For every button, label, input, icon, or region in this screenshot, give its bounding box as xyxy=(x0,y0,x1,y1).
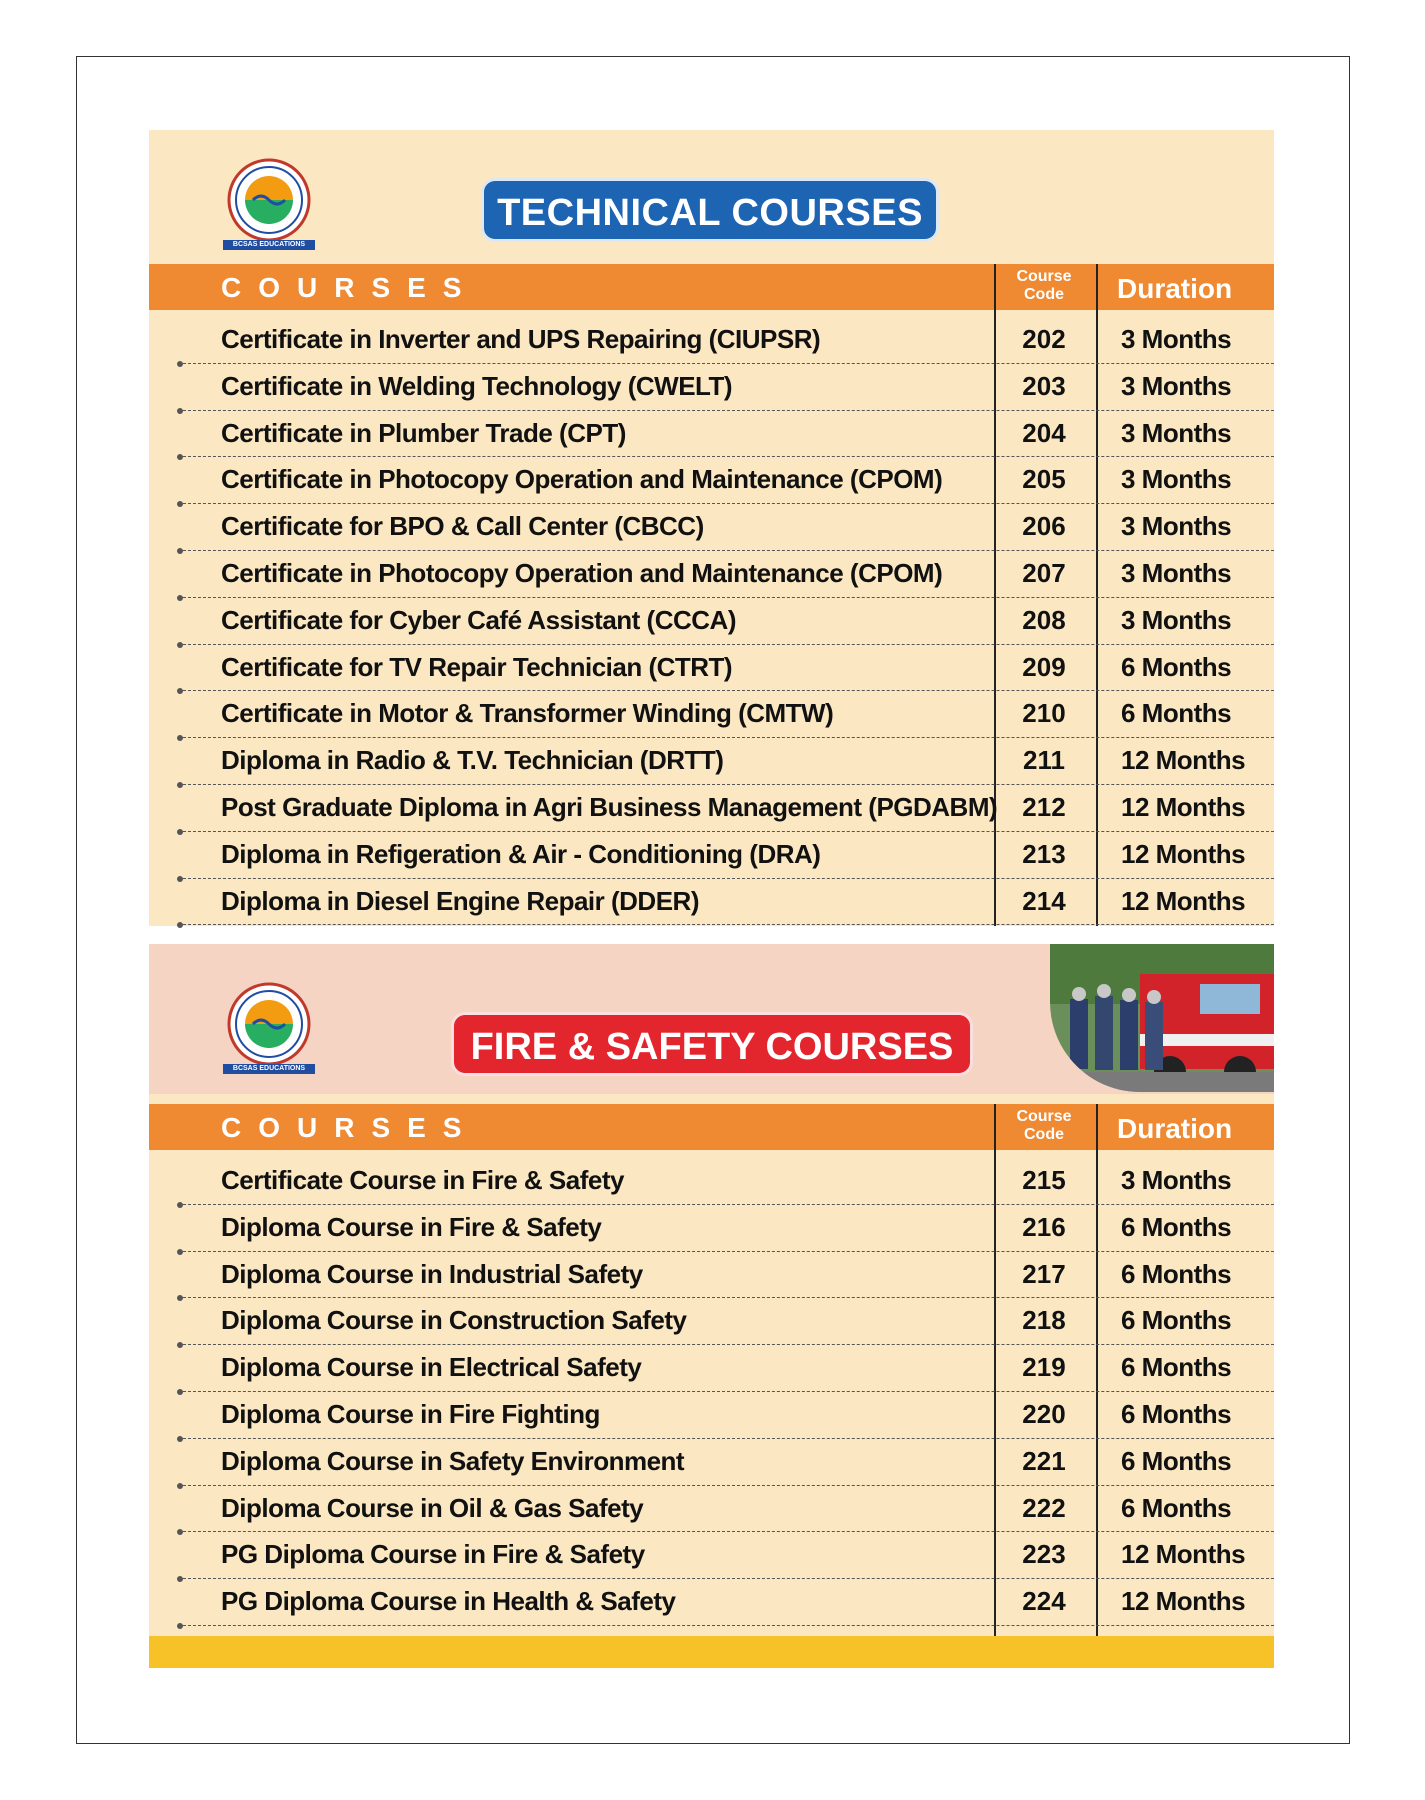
duration-column-header: Duration xyxy=(1117,1113,1233,1144)
course-name: PG Diploma Course in Health & Safety xyxy=(221,1586,676,1617)
course-code-column-header xyxy=(994,268,1094,304)
course-name: Diploma in Diesel Engine Repair (DDER) xyxy=(221,885,699,916)
course-duration: 3 Months xyxy=(1121,557,1232,588)
course-code: 202 xyxy=(1022,324,1066,354)
fire-truck-photo xyxy=(1050,944,1274,1092)
course-duration: 6 Months xyxy=(1121,1492,1232,1523)
row-separator xyxy=(183,1625,1274,1626)
table-row xyxy=(149,879,1274,926)
course-name: Certificate in Inverter and UPS Repairing (CIUPSR) xyxy=(221,324,821,354)
courses-column-header: COURSES xyxy=(221,272,479,303)
table-row xyxy=(149,457,1274,504)
table-row xyxy=(149,317,1274,364)
course-name: Diploma Course in Fire & Safety xyxy=(221,1211,602,1242)
course-duration: 12 Months xyxy=(1121,745,1246,776)
course-duration: 12 Months xyxy=(1121,1586,1246,1617)
table-row xyxy=(149,598,1274,645)
course-code: 203 xyxy=(1022,370,1066,401)
course-code: 211 xyxy=(1023,745,1065,776)
row-bullet-dot xyxy=(177,1623,183,1629)
course-code: 204 xyxy=(1022,417,1066,448)
table-row xyxy=(149,691,1274,738)
course-code: 215 xyxy=(1022,1165,1066,1195)
table-row xyxy=(149,504,1274,551)
table-row xyxy=(149,411,1274,458)
footer-bar xyxy=(149,1636,1274,1668)
course-name: Certificate for BPO & Call Center (CBCC) xyxy=(221,511,704,542)
technical-courses-title: TECHNICAL COURSES xyxy=(481,178,939,242)
course-code-header-line2: Code xyxy=(1024,1126,1064,1143)
course-code: 223 xyxy=(1022,1539,1066,1570)
course-code: 220 xyxy=(1022,1398,1066,1429)
course-duration: 6 Months xyxy=(1121,1211,1232,1242)
table-row xyxy=(149,785,1274,832)
course-duration: 3 Months xyxy=(1121,417,1232,448)
course-code: 222 xyxy=(1022,1492,1066,1523)
course-name: Post Graduate Diploma in Agri Business Management (PGDABM) xyxy=(221,791,998,822)
course-duration: 3 Months xyxy=(1121,464,1232,495)
table-row xyxy=(149,551,1274,598)
course-name: Certificate in Motor & Transformer Winding (CMTW) xyxy=(221,698,834,729)
course-name: PG Diploma Course in Fire & Safety xyxy=(221,1539,645,1570)
technical-course-list xyxy=(149,317,1274,925)
fire-safety-course-list xyxy=(149,1158,1274,1626)
institute-seal-logo xyxy=(223,982,315,1074)
course-code: 207 xyxy=(1022,557,1066,588)
technical-courses-panel xyxy=(149,130,1274,926)
course-name: Diploma Course in Electrical Safety xyxy=(221,1352,642,1383)
course-duration: 12 Months xyxy=(1121,885,1246,916)
course-code: 214 xyxy=(1022,885,1066,916)
course-code: 205 xyxy=(1022,464,1066,495)
table-row xyxy=(149,1486,1274,1533)
course-name: Certificate for Cyber Café Assistant (CCCA) xyxy=(221,604,736,635)
logo-tag: BCSAS EDUCATIONS xyxy=(223,1064,315,1074)
course-duration: 3 Months xyxy=(1121,370,1232,401)
course-code: 217 xyxy=(1022,1258,1066,1289)
course-code: 216 xyxy=(1022,1211,1066,1242)
row-separator xyxy=(183,924,1274,925)
course-duration: 6 Months xyxy=(1121,1305,1232,1336)
course-duration: 6 Months xyxy=(1121,651,1232,682)
course-name: Diploma in Radio & T.V. Technician (DRTT) xyxy=(221,745,724,776)
logo-tag: BCSAS EDUCATIONS xyxy=(223,240,315,250)
course-name: Certificate in Photocopy Operation and Maintenance (CPOM) xyxy=(221,464,943,495)
course-name: Diploma Course in Construction Safety xyxy=(221,1305,687,1336)
course-name: Diploma Course in Safety Environment xyxy=(221,1445,685,1476)
course-code-header-line2: Code xyxy=(1024,286,1064,303)
course-duration: 12 Months xyxy=(1121,838,1246,869)
course-name: Diploma Course in Fire Fighting xyxy=(221,1398,600,1429)
course-code: 221 xyxy=(1022,1445,1066,1476)
course-code: 218 xyxy=(1022,1305,1066,1336)
table-row xyxy=(149,364,1274,411)
courses-column-header: COURSES xyxy=(221,1112,479,1143)
course-duration: 3 Months xyxy=(1121,604,1232,635)
course-code: 219 xyxy=(1022,1352,1066,1383)
course-name: Diploma Course in Industrial Safety xyxy=(221,1258,643,1289)
course-duration: 3 Months xyxy=(1121,511,1232,542)
course-code-column-header xyxy=(994,1108,1094,1144)
course-duration: 6 Months xyxy=(1121,1352,1232,1383)
table-row xyxy=(149,1392,1274,1439)
course-code-header-line1: Course xyxy=(1016,268,1072,285)
course-duration: 3 Months xyxy=(1121,1165,1232,1195)
table-row xyxy=(149,1298,1274,1345)
fire-table-header xyxy=(149,1104,1274,1150)
course-name: Certificate in Plumber Trade (CPT) xyxy=(221,417,626,448)
technical-table-header xyxy=(149,264,1274,310)
table-row xyxy=(149,1439,1274,1486)
course-name: Certificate Course in Fire & Safety xyxy=(221,1165,624,1195)
course-name: Certificate in Photocopy Operation and Maintenance (CPOM) xyxy=(221,557,943,588)
table-row xyxy=(149,1205,1274,1252)
fire-safety-courses-panel xyxy=(149,944,1274,1668)
duration-column-header: Duration xyxy=(1117,273,1233,304)
course-duration: 3 Months xyxy=(1121,324,1232,354)
course-code: 213 xyxy=(1022,838,1066,869)
course-duration: 6 Months xyxy=(1121,1258,1232,1289)
course-name: Certificate for TV Repair Technician (CTRT) xyxy=(221,651,733,682)
course-duration: 6 Months xyxy=(1121,698,1232,729)
table-row xyxy=(149,1345,1274,1392)
table-row xyxy=(149,832,1274,879)
table-row xyxy=(149,1532,1274,1579)
course-name: Certificate in Welding Technology (CWELT) xyxy=(221,370,733,401)
institute-seal-logo xyxy=(223,158,315,250)
course-code: 209 xyxy=(1022,651,1066,682)
fire-safety-courses-title: FIRE & SAFETY COURSES xyxy=(451,1012,973,1076)
course-code-header-line1: Course xyxy=(1016,1108,1072,1125)
course-duration: 6 Months xyxy=(1121,1398,1232,1429)
course-code: 210 xyxy=(1022,698,1066,729)
course-code: 224 xyxy=(1022,1586,1066,1617)
course-duration: 12 Months xyxy=(1121,1539,1246,1570)
course-name: Diploma Course in Oil & Gas Safety xyxy=(221,1492,644,1523)
table-row xyxy=(149,1252,1274,1299)
course-duration: 12 Months xyxy=(1121,791,1246,822)
course-code: 212 xyxy=(1022,791,1066,822)
table-row xyxy=(149,1158,1274,1205)
course-duration: 6 Months xyxy=(1121,1445,1232,1476)
table-row xyxy=(149,1579,1274,1626)
course-code: 206 xyxy=(1022,511,1066,542)
table-row xyxy=(149,645,1274,692)
table-row xyxy=(149,738,1274,785)
course-code: 208 xyxy=(1022,604,1066,635)
course-name: Diploma in Refigeration & Air - Conditioning (DRA) xyxy=(221,838,821,869)
